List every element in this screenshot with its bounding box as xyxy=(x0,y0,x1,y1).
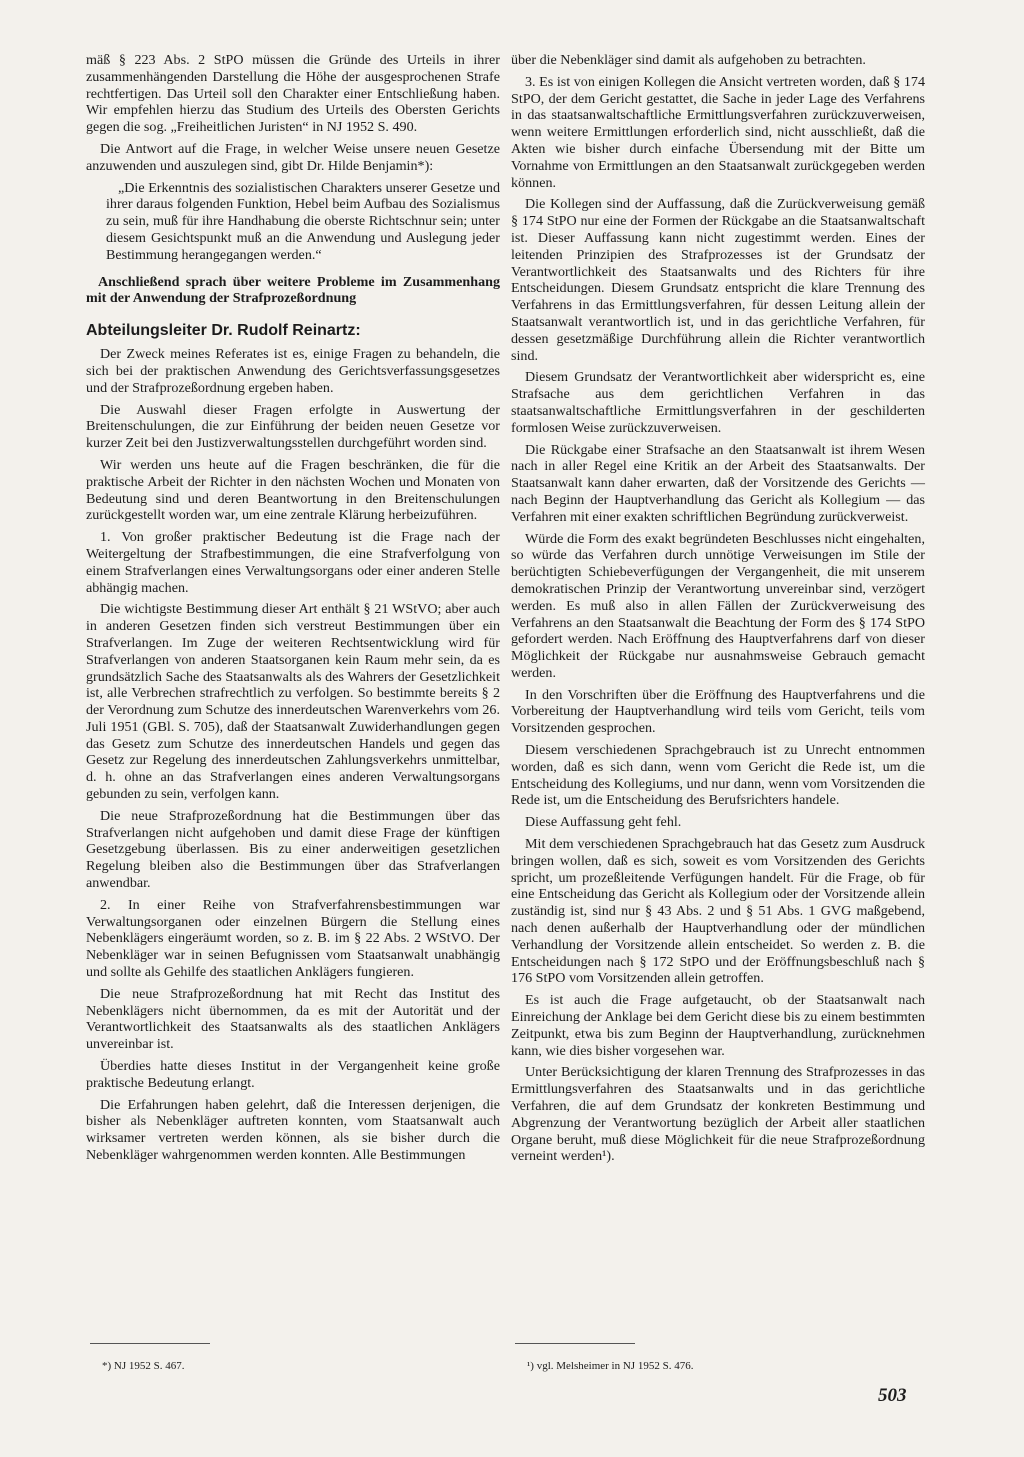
footnote-divider xyxy=(515,1343,635,1344)
paragraph: Würde die Form des exakt begründeten Beschlusses nicht eingehalten, so würde das Verfahren durch unnötige Verweisungen im Stile der berüchtigten Schiebeverfügungen der Vergangenheit, die mit unserem demokratischen Prinzip der Verantwortung unvereinbar sind, verzögert werden. Es muß also in allen Fällen der Zurückverweisung des Verfahrens an den Staatsanwalt die Beachtung der Form des § 174 StPO gefordert werden. Nach Eröffnung des Hauptverfahrens darf von dieser Möglichkeit der Rückgabe nur ausnahmsweise Gebrauch gemacht werden. xyxy=(511,530,925,681)
quotation: „Die Erkenntnis des sozialistischen Charakters unserer Gesetze und ihrer daraus folgenden Funktion, Hebel beim Aufbau des Sozialismus zu sein, muß für ihre Handhabung die oberste Richtschnur sein; unter diesem Gesichtspunkt muß an die Anwendung und Auslegung jeder Bestimmung herangegangen werden.“ xyxy=(106,179,500,263)
paragraph: mäß § 223 Abs. 2 StPO müssen die Gründe des Urteils in ihrer zusammenhängenden Darstellung die Höhe der ausgesprochenen Strafe rechtfertigen. Das Urteil soll den Charakter einer Entschließung haben. Wir empfehlen hierzu das Studium des Urteils des Obersten Gerichts gegen die sog. „Freiheitlichen Juristen“ in NJ 1952 S. 490. xyxy=(86,52,500,136)
paragraph: Diese Auffassung geht fehl. xyxy=(525,814,682,831)
paragraph: Es ist auch die Frage aufgetaucht, ob der Staatsanwalt nach Einreichung der Anklage bei dem Gericht diese bis zu einem bestimmten Zeitpunkt, etwa bis zum Beginn der Hauptverhandlung, zurücknehmen kann, wie dies bisher vorgesehen war. xyxy=(511,992,925,1059)
page-number: 503 xyxy=(878,1385,907,1406)
paragraph: Überdies hatte dieses Institut in der Vergangenheit keine große praktische Bedeutung erlangt. xyxy=(86,1058,500,1091)
paragraph: Die neue Strafprozeßordnung hat mit Recht das Institut des Nebenklägers nicht übernommen, da es mit der Autorität und der Verantwortlichkeit des Staatsanwalts als des staatlichen Anklägers unvereinbar ist. xyxy=(86,985,500,1053)
paragraph: In den Vorschriften über die Eröffnung des Hauptverfahrens und die Vorbereitung der Hauptverhandlung wird teils vom Gericht, teils vom Vorsitzenden gesprochen. xyxy=(511,686,925,737)
paragraph: Die Kollegen sind der Auffassung, daß die Zurückverweisung gemäß § 174 StPO nur eine der Formen der Rückgabe an die Staatsanwaltschaft ist. Dieser Auffassung kann nicht zugestimmt werden. Eines der leitenden Prinzipien des Strafprozesses ist der Grundsatz der Verantwortlichkeit des Staatsanwalts und des Richters für ihre Entscheidungen. Diesem Grundsatz entspricht die klare Trennung des Verfahrens in das Ermittlungsverfahren, für dessen Leitung allein der Staatsanwalt verantwortlich ist, und in das gerichtliche Verfahren, für dessen gesetzmäßige Durchführung allein die Richter verantwortlich sind. xyxy=(511,196,925,364)
paragraph: 3. Es ist von einigen Kollegen die Ansicht vertreten worden, daß § 174 StPO, der dem Gericht gestattet, die Sache in jeder Lage des Verfahrens in das staatsanwaltschaftliche Ermittlungsverfahren zurückzuverweisen, wenn weitere Ermittlungen erforderlich sind, nicht ausschließt, daß die Akten wie bisher durch einfache Übersendung mit der Bitte um Vornahme von Ermittlungen an den Staatsanwalt zurückgegeben werden können. xyxy=(511,73,925,191)
paragraph: Wir werden uns heute auf die Fragen beschränken, die für die praktische Arbeit der Richter in den nächsten Wochen und Monaten von Bedeutung sind und deren Beantwortung in den Breitenschulungen zurückgestellt worden war, um eine zentrale Klärung herbeizuführen. xyxy=(86,456,500,524)
paragraph: 2. In einer Reihe von Strafverfahrensbestimmungen war Verwaltungsorganen oder einzelnen Bürgern die Stellung eines Nebenklägers eingeräumt worden, so z. B. im § 22 Abs. 2 WStVO. Der Nebenkläger war in seinen Befugnissen vom Staatsanwalt unabhängig und sollte als Gehilfe des staatlichen Anklägers fungieren. xyxy=(86,896,500,981)
section-intro: Anschließend sprach über weitere Probleme im Zusammenhang mit der Anwendung der Strafprozeßordnung xyxy=(86,273,500,307)
paragraph: Die Antwort auf die Frage, in welcher Weise unsere neuen Gesetze anzuwenden und auszulegen sind, gibt Dr. Hilde Benjamin*): xyxy=(86,140,500,174)
paragraph: Die neue Strafprozeßordnung hat die Bestimmungen über das Strafverlangen nicht aufgehoben und damit diese Frage der künftigen Gesetzgebung überlassen. Bis zu einer anderweitigen gesetzlichen Regelung bleiben also die Bestimmungen über das Strafverlangen anwendbar. xyxy=(86,807,500,892)
left-column xyxy=(86,52,500,1169)
paragraph: Die Erfahrungen haben gelehrt, daß die Interessen derjenigen, die bisher als Nebenkläger auftreten konnten, vom Staatsanwalt auch wirksamer vertreten werden können, als sie bisher durch die Nebenkläger wahrgenommen werden konnten. Alle Bestimmungen xyxy=(86,1096,500,1164)
speaker-heading: Abteilungsleiter Dr. Rudolf Reinartz: xyxy=(86,322,361,340)
paragraph: 1. Von großer praktischer Bedeutung ist die Frage nach der Weitergeltung der Strafbestimmungen, die eine Strafverfolgung von einem Strafverlangen eines Verwaltungsorgans oder einer anderen Stelle abhängig machen. xyxy=(86,529,500,596)
footnote-left: *) NJ 1952 S. 467. xyxy=(102,1360,185,1372)
right-column xyxy=(511,52,925,1170)
footnote-right: ¹) vgl. Melsheimer in NJ 1952 S. 476. xyxy=(527,1360,694,1372)
footnote-divider xyxy=(90,1343,210,1344)
paragraph: über die Nebenkläger sind damit als aufgehoben zu betrachten. xyxy=(511,52,866,68)
paragraph: Der Zweck meines Referates ist es, einige Fragen zu behandeln, die sich bei der praktischen Anwendung des Gerichtsverfassungsgesetzes und der Strafprozeßordnung ergeben haben. xyxy=(86,346,500,396)
paragraph: Diesem verschiedenen Sprachgebrauch ist zu Unrecht entnommen worden, daß es sich dann, wenn vom Gericht die Rede ist, um die Entscheidung des Kollegiums, und nur dann, wenn vom Vorsitzenden die Rede ist, um die Entscheidung des Berufsrichters handele. xyxy=(511,742,925,809)
paragraph: Die Rückgabe einer Strafsache an den Staatsanwalt ist ihrem Wesen nach in aller Regel eine Kritik an der Arbeit des Staatsanwalts. Der Staatsanwalt kann daher erwarten, daß der Vorsitzende des Gerichts — nach Beginn der Hauptverhandlung das Gericht als Kollegium — das Verfahren mit einer exakten schriftlichen Begründung zurückverweist. xyxy=(511,441,925,525)
paragraph: Die wichtigste Bestimmung dieser Art enthält § 21 WStVO; aber auch in anderen Gesetzen finden sich verstreut Bestimmungen über ein Strafverlangen. Im Zuge der weiteren Rechtsentwicklung wird für Strafverlangen von anderen Staatsorganen kein Raum mehr sein, da es grundsätzlich Sache des Staatsanwalts als des Wahrers der Gesetzlichkeit ist, alle Verbrechen strafrechtlich zu verfolgen. So bestimmte bereits § 2 der Verordnung zum Schutze des innerdeutschen Warenverkehrs vom 26. Juli 1951 (GBl. S. 705), daß der Staatsanwalt Zuwiderhandlungen gegen das Gesetz zum Schutze des innerdeutschen Handels und gegen das Gesetz zur Regelung des innerdeutschen Zahlungsverkehrs unmittelbar, d. h. ohne an das Strafverlangen eines anderen Verwaltungsorgans gebunden zu sein, verfolgen kann. xyxy=(86,601,500,803)
paragraph: Unter Berücksichtigung der klaren Trennung des Strafprozesses in das Ermittlungsverfahren des Staatsanwalts und in das gerichtliche Verfahren, die auf dem Grundsatz der konkreten Bestimmung und Abgrenzung der Verantwortung bezüglich der Arbeit aller staatlichen Organe beruht, muß diese Möglichkeit für die neue Strafprozeßordnung verneint werden¹). xyxy=(511,1064,925,1165)
paragraph: Mit dem verschiedenen Sprachgebrauch hat das Gesetz zum Ausdruck bringen wollen, daß es sich, soweit es vom Vorsitzenden des Gerichts spricht, um prozeßleitende Verfügungen handelt. Für die Frage, ob für eine Entscheidung das Gericht als Kollegium oder der Vorsitzende allein zuständig ist, sind nur § 43 Abs. 2 und § 51 Abs. 1 GVG maßgebend, nach denen außerhalb der Hauptverhandlung oder der mündlichen Verhandlung der Vorsitzende allein entscheidet. So werden z. B. die Entscheidungen nach § 172 StPO und der Eröffnungsbeschluß nach § 176 StPO vom Vorsitzenden allein getroffen. xyxy=(511,836,925,987)
paragraph: Diesem Grundsatz der Verantwortlichkeit aber widerspricht es, eine Strafsache aus dem gerichtlichen Verfahren in das staatsanwaltschaftliche Ermittlungsverfahren in der geschilderten formlosen Weise zurückzuverweisen. xyxy=(511,369,925,436)
paragraph: Die Auswahl dieser Fragen erfolgte in Auswertung der Breitenschulungen, die zur Einführung der beiden neuen Gesetze vor kurzer Zeit bei den Justizverwaltungsstellen durchgeführt worden sind. xyxy=(86,401,500,452)
